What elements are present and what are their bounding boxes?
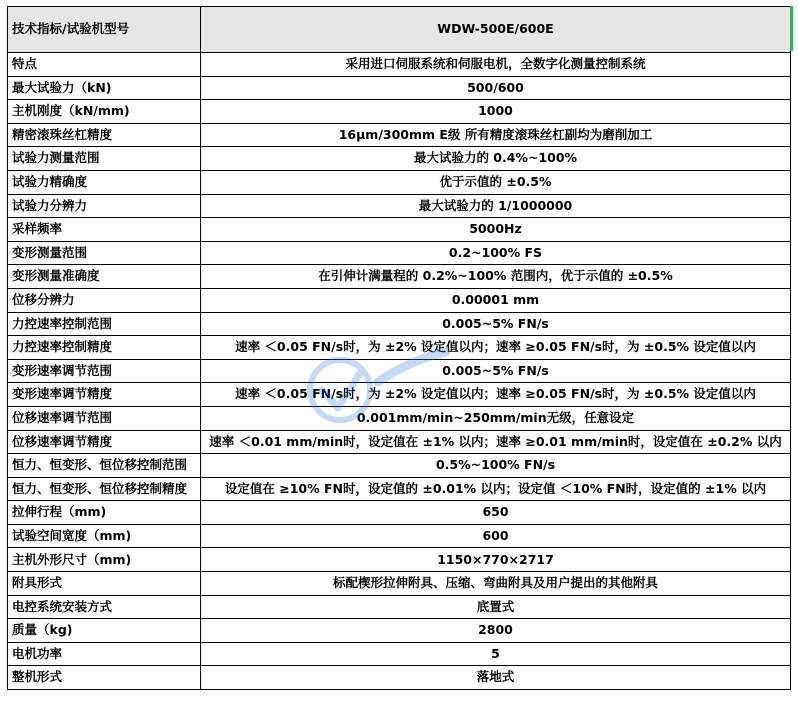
table-header-row [8, 7, 791, 53]
spec-value-cell: 最大试验力的 1/1000000 [201, 194, 791, 218]
spec-value-cell: 最大试验力的 0.4%~100% [201, 147, 791, 171]
spec-value-cell: 设定值在 ≥10% FN时，设定值的 ±0.01% 以内；设定值 ＜10% FN时，设定值的 ±1% 以内 [201, 477, 791, 501]
table-row [8, 548, 791, 572]
spec-value-cell: 优于示值的 ±0.5% [201, 170, 791, 194]
spec-label-cell: 最大试验力（kN) [8, 76, 201, 100]
spec-value-cell: 0.001mm/min~250mm/min无级，任意设定 [201, 406, 791, 430]
spec-label-cell: 整机形式 [8, 666, 201, 690]
spec-value-cell: 0.00001 mm [201, 288, 791, 312]
spec-value-cell: 0.005~5% FN/s [201, 359, 791, 383]
table-row [8, 170, 791, 194]
spec-label-cell: 附具形式 [8, 572, 201, 596]
spec-value-cell: 0.5%~100% FN/s [201, 454, 791, 478]
spec-table [7, 6, 791, 690]
table-row [8, 501, 791, 525]
table-row [8, 123, 791, 147]
table-row [8, 336, 791, 360]
spec-label-cell: 特点 [8, 53, 201, 77]
table-row [8, 147, 791, 171]
spec-value-cell: 2800 [201, 619, 791, 643]
table-row [8, 194, 791, 218]
spec-label-cell: 位移速率调节精度 [8, 430, 201, 454]
table-row [8, 312, 791, 336]
spec-value-cell: 600 [201, 524, 791, 548]
spec-label-cell: 恒力、恒变形、恒位移控制范围 [8, 454, 201, 478]
spec-value-cell: 650 [201, 501, 791, 525]
spec-value-cell: 0.005~5% FN/s [201, 312, 791, 336]
header-label-cell: 技术指标/试验机型号 [8, 7, 201, 53]
table-row [8, 53, 791, 77]
spec-value-cell: 标配楔形拉伸附具、压缩、弯曲附具及用户提出的其他附具 [201, 572, 791, 596]
table-row [8, 430, 791, 454]
table-row [8, 288, 791, 312]
spec-value-cell: 速率 ＜0.01 mm/min时，设定值在 ±1% 以内；速率 ≥0.01 mm/min时，设定值在 ±0.2% 以内 [201, 430, 791, 454]
spec-label-cell: 变形测量范围 [8, 241, 201, 265]
spec-label-cell: 试验力分辨力 [8, 194, 201, 218]
spec-value-cell: 1150×770×2717 [201, 548, 791, 572]
spec-value-cell: 1000 [201, 100, 791, 124]
spec-value-cell: 5 [201, 642, 791, 666]
spec-label-cell: 电机功率 [8, 642, 201, 666]
table-row [8, 524, 791, 548]
spec-label-cell: 力控速率控制精度 [8, 336, 201, 360]
spec-label-cell: 试验力精确度 [8, 170, 201, 194]
spec-label-cell: 位移分辨力 [8, 288, 201, 312]
table-row [8, 406, 791, 430]
spec-label-cell: 主机刚度（kN/mm) [8, 100, 201, 124]
spec-value-cell: 采用进口伺服系统和伺服电机，全数字化测量控制系统 [201, 53, 791, 77]
spec-value-cell: 速率 ＜0.05 FN/s时，为 ±2% 设定值以内；速率 ≥0.05 FN/s时，为 ±0.5% 设定值以内 [201, 383, 791, 407]
table-row [8, 265, 791, 289]
spec-label-cell: 拉伸行程（mm) [8, 501, 201, 525]
spec-value-cell: 底置式 [201, 595, 791, 619]
spec-label-cell: 力控速率控制范围 [8, 312, 201, 336]
table-row [8, 454, 791, 478]
table-row [8, 218, 791, 242]
table-row [8, 572, 791, 596]
spec-label-cell: 电控系统安装方式 [8, 595, 201, 619]
table-row [8, 666, 791, 690]
spec-label-cell: 质量（kg) [8, 619, 201, 643]
spec-label-cell: 位移速率调节范围 [8, 406, 201, 430]
spec-value-cell: 落地式 [201, 666, 791, 690]
spec-table-body [8, 7, 791, 690]
spec-value-cell: 0.2~100% FS [201, 241, 791, 265]
table-row [8, 477, 791, 501]
spec-value-cell: 5000Hz [201, 218, 791, 242]
spec-value-cell: 16μm/300mm E级 所有精度滚珠丝杠副均为磨削加工 [201, 123, 791, 147]
header-model-cell: WDW-500E/600E [201, 7, 791, 53]
table-row [8, 241, 791, 265]
spec-value-cell: 速率 ＜0.05 FN/s时，为 ±2% 设定值以内；速率 ≥0.05 FN/s时，为 ±0.5% 设定值以内 [201, 336, 791, 360]
spec-label-cell: 试验空间宽度（mm) [8, 524, 201, 548]
table-row [8, 595, 791, 619]
accent-bar [790, 6, 793, 51]
table-row [8, 359, 791, 383]
table-row [8, 383, 791, 407]
spec-label-cell: 变形速率调节范围 [8, 359, 201, 383]
table-row [8, 76, 791, 100]
spec-label-cell: 采样频率 [8, 218, 201, 242]
spec-label-cell: 精密滚珠丝杠精度 [8, 123, 201, 147]
table-row [8, 642, 791, 666]
spec-label-cell: 试验力测量范围 [8, 147, 201, 171]
spec-label-cell: 主机外形尺寸（mm) [8, 548, 201, 572]
spec-value-cell: 500/600 [201, 76, 791, 100]
spec-label-cell: 恒力、恒变形、恒位移控制精度 [8, 477, 201, 501]
spec-value-cell: 在引伸计满量程的 0.2%~100% 范围内，优于示值的 ±0.5% [201, 265, 791, 289]
table-row [8, 619, 791, 643]
table-row [8, 100, 791, 124]
spec-label-cell: 变形速率调节精度 [8, 383, 201, 407]
spec-label-cell: 变形测量准确度 [8, 265, 201, 289]
